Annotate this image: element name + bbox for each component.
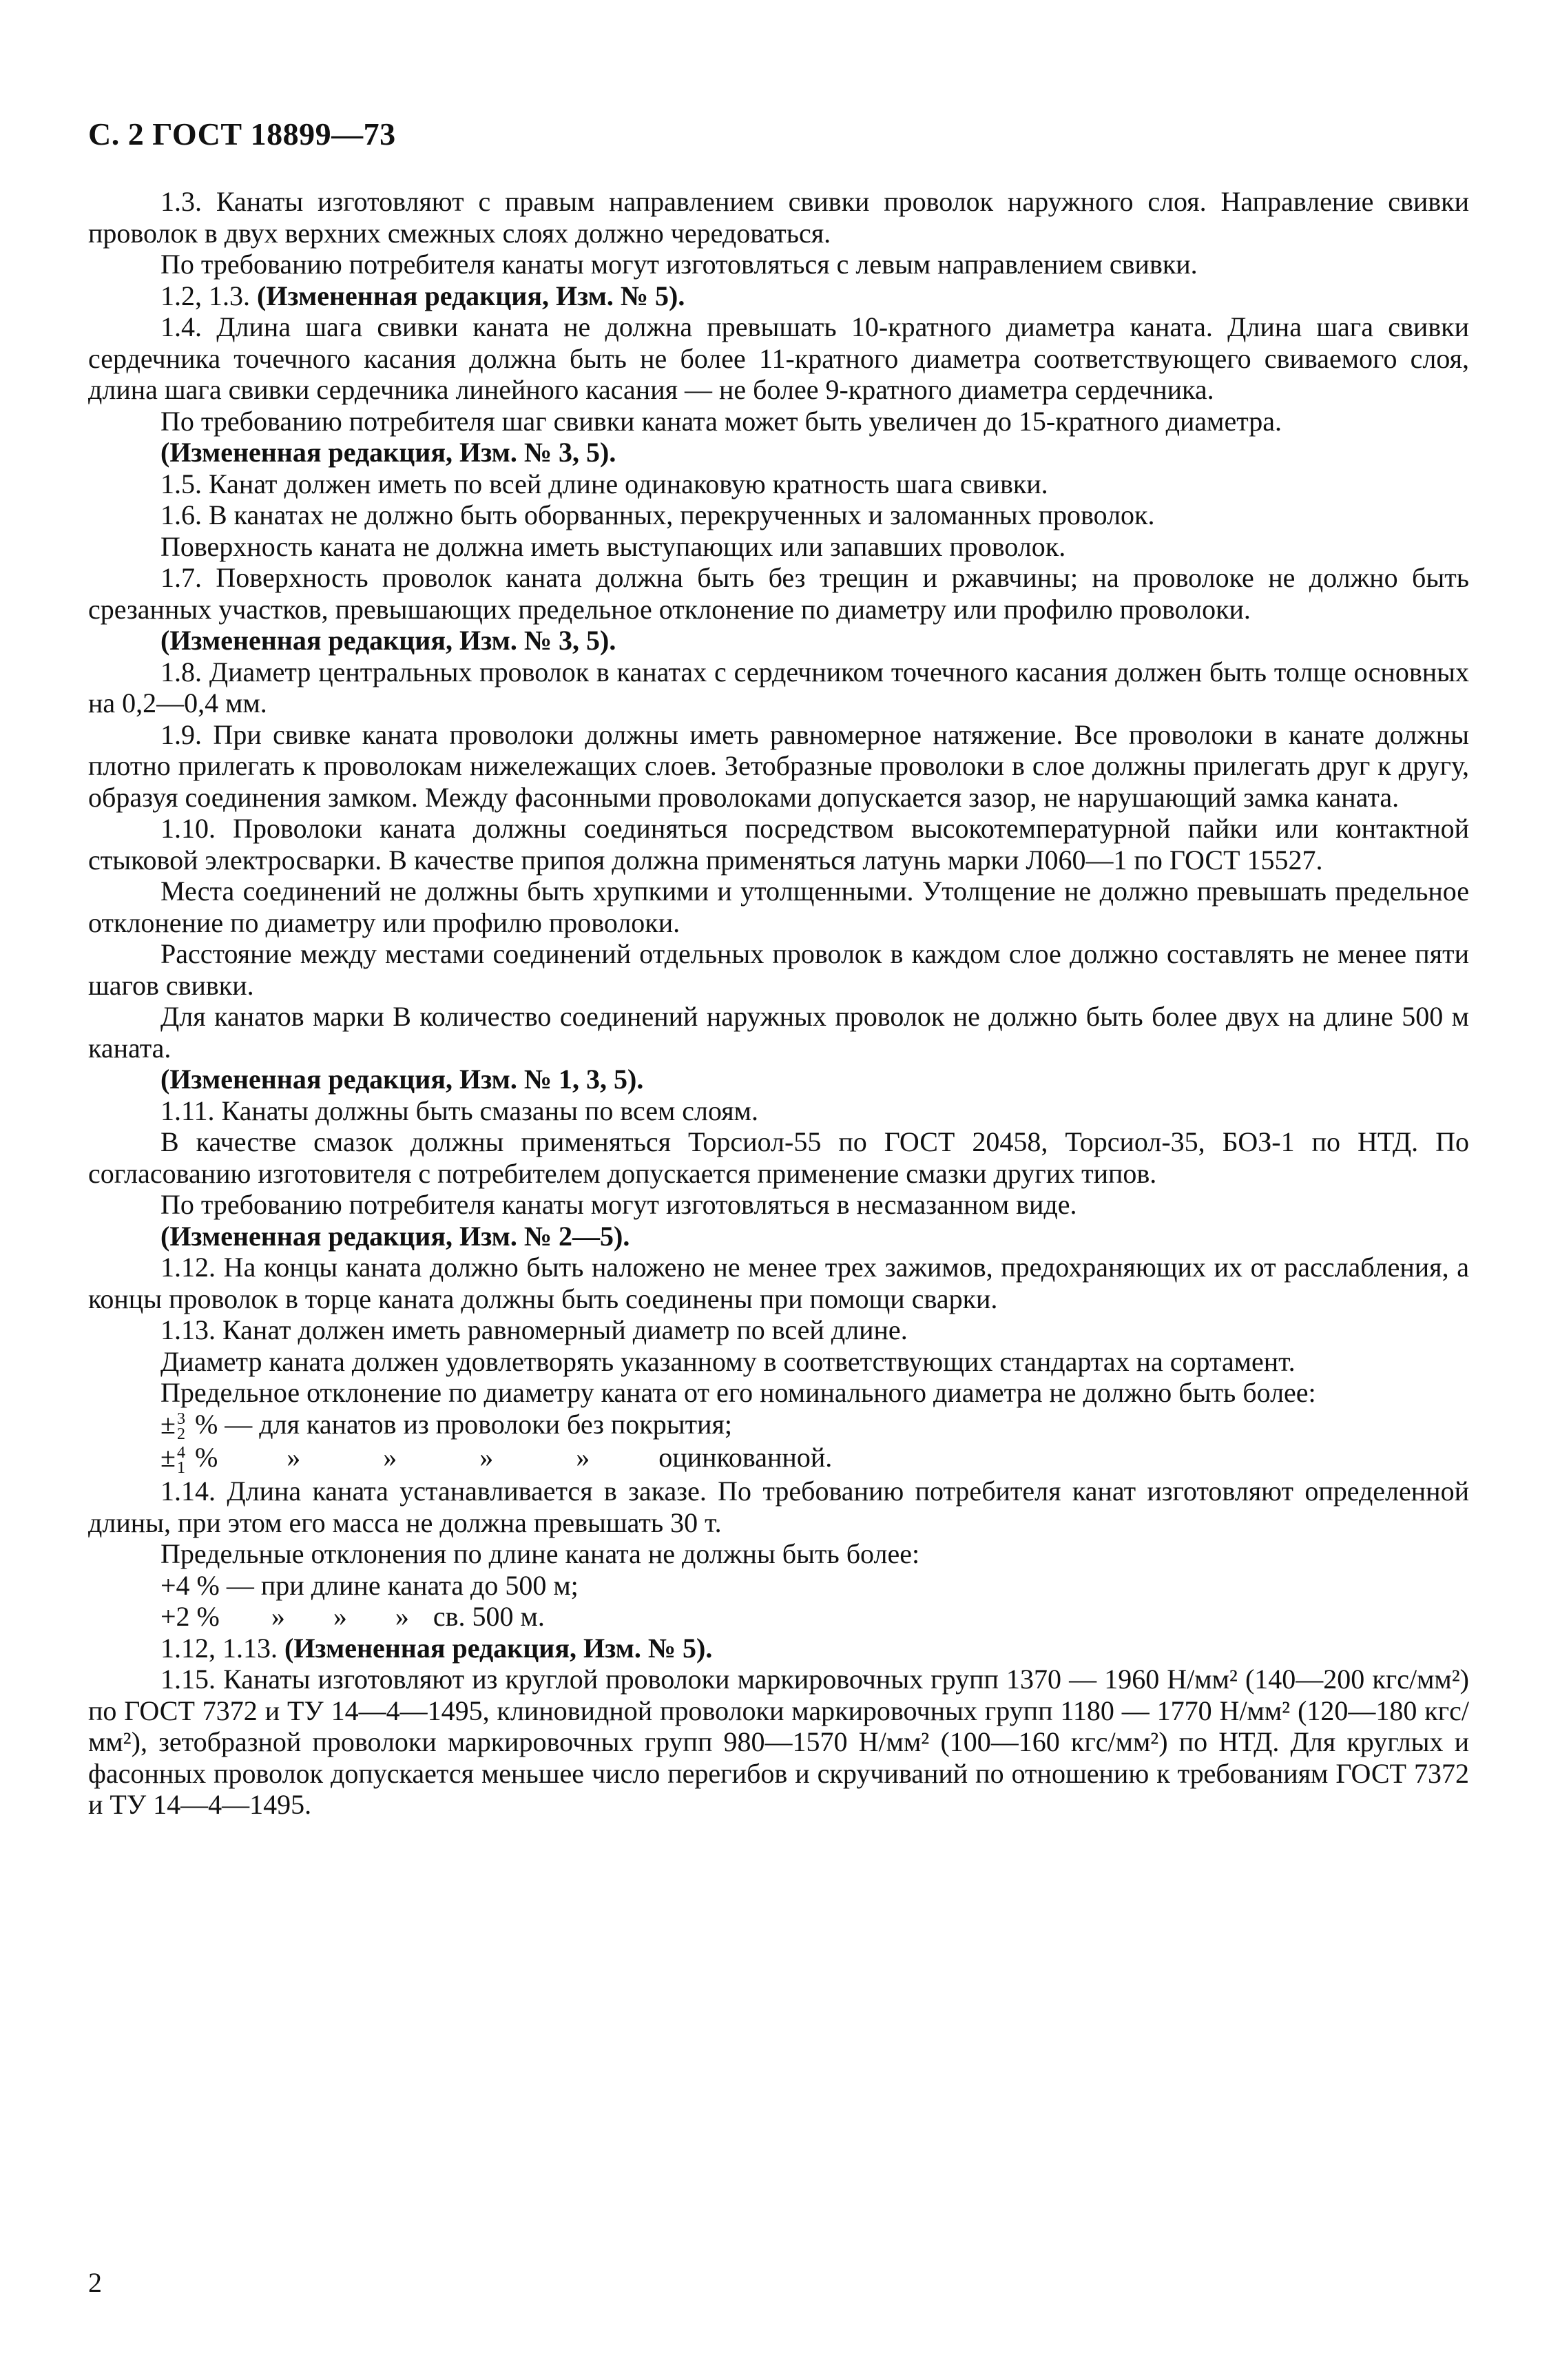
tolerance-upper: 4 [176, 1444, 185, 1462]
paragraph: 1.5. Канат должен иметь по всей длине одинаковую кратность шага свивки. [160, 468, 1048, 499]
paragraph: 1.4. Длина шага свивки каната не должна превышать 10-кратного диаметра каната. Длина шага свивки сердечника точечного касания должна быть не более 11-кратного диаметра соответствующего свиваемого слоя, длина шага свивки сердечника линейного касания — не более 9-кратного диаметра сердечника. [88, 311, 1469, 405]
paragraph: 1.11. Канаты должны быть смазаны по всем слоям. [160, 1095, 758, 1126]
ditto-mark: » [333, 1601, 347, 1633]
paragraph: 1.9. При свивке каната проволоки должны иметь равномерное натяжение. Все проволоки в канате должны плотно прилегать к проволокам нижележащих слоев. Зетобразные проволоки в слое должны прилегать друг к другу, образуя соединения замком. Между фасонными проволоками допускается зазор, не нарушающий замка каната. [88, 718, 1469, 813]
paragraph: Предельные отклонения по длине каната не должны быть более: [160, 1538, 920, 1570]
page-number: 2 [88, 2267, 102, 2298]
amendment-label: (Измененная редакция, Изм. № 2—5). [160, 1220, 630, 1252]
ditto-mark: » [479, 1442, 494, 1473]
amendment-label: (Измененная редакция, Изм. № 3, 5). [160, 625, 616, 656]
amendment-label: (Измененная редакция, Изм. № 1, 3, 5). [160, 1064, 644, 1095]
tolerance-upper: 3 [176, 1410, 185, 1429]
ditto-mark: » [395, 1601, 409, 1633]
paragraph: Диаметр каната должен удовлетворять указанному в соответствующих стандартах на сортамент. [160, 1345, 1296, 1377]
paragraph: По требованию потребителя канаты могут изготовляться с левым направлением свивки. [160, 249, 1198, 280]
ditto-mark: » [271, 1601, 285, 1633]
length-row [88, 1601, 1469, 1633]
amendment-note [88, 280, 1469, 312]
paragraph: 1.12. На концы каната должно быть наложено не менее трех зажимов, предохраняющих их от расслабления, а концы проволок в торце каната должны быть соединены при помощи сварки. [88, 1252, 1469, 1314]
length-row [88, 1570, 1469, 1602]
tolerance-lower: 2 [176, 1425, 185, 1444]
tolerance-sign: ± [160, 1408, 176, 1440]
tolerance-fraction [177, 1411, 185, 1442]
paragraph: 1.13. Канат должен иметь равномерный диаметр по всей длине. [160, 1314, 908, 1345]
paragraph: 1.8. Диаметр центральных проволок в канатах с сердечником точечного касания должен быть толще основных на 0,2—0,4 мм. [88, 656, 1469, 718]
length-text: +2 % [160, 1601, 220, 1633]
paragraph: Места соединений не должны быть хрупкими и утолщенными. Утолщение не должно превышать предельное отклонение по диаметру или профилю проволоки. [88, 876, 1469, 938]
paragraph: Предельное отклонение по диаметру каната от его номинального диаметра не должно быть более: [160, 1377, 1316, 1408]
paragraph: Расстояние между местами соединений отдельных проволок в каждом слое должно составлять не менее пяти шагов свивки. [88, 938, 1469, 1001]
ditto-mark: » [383, 1442, 397, 1473]
amendment-label: (Измененная редакция, Изм. № 5). [284, 1632, 713, 1664]
ditto-mark: » [576, 1442, 590, 1473]
amendment-label: (Измененная редакция, Изм. № 3, 5). [160, 437, 616, 468]
tolerance-text: % [187, 1442, 218, 1473]
paragraph: 1.10. Проволоки каната должны соединяться посредством высокотемпературной пайки или контактной стыковой электросварки. В качестве припоя должна применяться латунь марки Л060—1 по ГОСТ 15527. [88, 813, 1469, 876]
paragraph: В качестве смазок должны применяться Торсиол-55 по ГОСТ 20458, Торсиол-35, БОЗ-1 по НТД. По согласованию изготовителя с потребителем допускается применение смазки других типов. [88, 1126, 1469, 1189]
paragraph: Для канатов марки В количество соединений наружных проволок не должно быть более двух на длине 500 м каната. [88, 1001, 1469, 1064]
page-header: С. 2 ГОСТ 18899—73 [88, 116, 396, 152]
amendment-prefix: 1.12, 1.13. [160, 1632, 284, 1664]
paragraph: По требованию потребителя канаты могут изготовляться в несмазанном виде. [160, 1189, 1077, 1220]
tolerance-lower: 1 [176, 1459, 185, 1478]
tolerance-row [88, 1409, 1469, 1442]
length-text: +4 % — при длине каната до 500 м; [160, 1569, 579, 1601]
tolerance-tail: оцинкованной. [658, 1442, 833, 1473]
body-text [88, 186, 1469, 1821]
tolerance-fraction [177, 1445, 185, 1476]
paragraph: 1.6. В канатах не должно быть оборванных, перекрученных и заломанных проволок. [160, 499, 1155, 530]
tolerance-sign: ± [160, 1442, 176, 1473]
length-tail: св. 500 м. [433, 1601, 545, 1633]
paragraph: 1.3. Канаты изготовляют с правым направлением свивки проволок наружного слоя. Направление свивки проволок в двух верхних смежных слоях должно чередоваться. [88, 186, 1469, 249]
ditto-mark: » [287, 1442, 301, 1473]
amendment-note [88, 1633, 1469, 1664]
amendment-prefix: 1.2, 1.3. [160, 280, 257, 311]
paragraph: По требованию потребителя шаг свивки каната может быть увеличен до 15-кратного диаметра. [160, 405, 1282, 437]
tolerance-row [88, 1442, 1469, 1476]
amendment-label: (Измененная редакция, Изм. № 5). [257, 280, 685, 311]
paragraph: 1.15. Канаты изготовляют из круглой проволоки маркировочных групп 1370 — 1960 Н/мм² (140—200 кгс/мм²) по ГОСТ 7372 и ТУ 14—4—1495, клиновидной проволоки маркировочных групп 1180 — 1770 Н/мм² (120—180 кгс/мм²), зетобразной проволоки маркировочных групп 980—1570 Н/мм² (100—160 кгс/мм²) по НТД. Для круглых и фасонных проволок допускается меньшее число перегибов и скручиваний по отношению к требованиям ГОСТ 7372 и ТУ 14—4—1495. [88, 1664, 1469, 1821]
paragraph: 1.7. Поверхность проволок каната должна быть без трещин и ржавчины; на проволоке не должно быть срезанных участков, превышающих предельное отклонение по диаметру или профилю проволоки. [88, 562, 1469, 625]
tolerance-text: % — для канатов из проволоки без покрытия; [187, 1408, 733, 1440]
paragraph: 1.14. Длина каната устанавливается в заказе. По требованию потребителя канат изготовляют определенной длины, при этом его масса не должна превышать 30 т. [88, 1476, 1469, 1538]
paragraph: Поверхность каната не должна иметь выступающих или запавших проволок. [160, 530, 1066, 562]
